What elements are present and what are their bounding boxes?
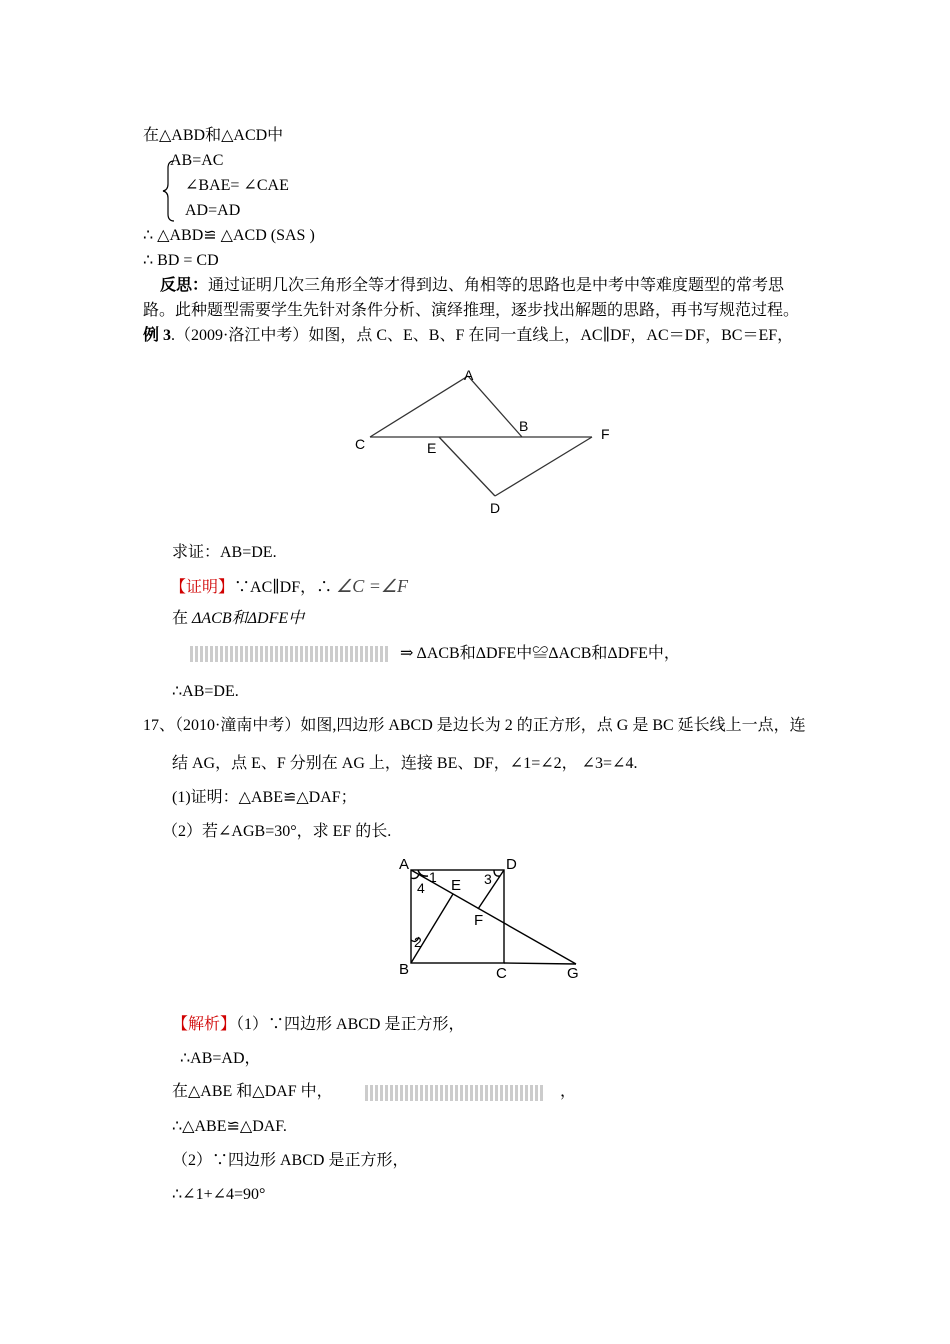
text-line: ∴ BD = CD [143,252,219,269]
text-line: 求证：AB=DE. [172,544,277,561]
reflection-label: 反思： [160,277,209,294]
point-label-a: A [399,856,410,873]
text-line: (1)证明：△ABE≌△DAF； [172,789,357,806]
point-label-e: E [427,440,437,456]
text-line: ∠BAE= ∠CAE [185,177,289,194]
text-line: 结 AG，点 E、F 分别在 AG 上，连接 BE、DF，∠1=∠2， ∠3=∠4. [172,755,638,772]
point-label-a: A [464,367,474,383]
text-line: （2）∵四边形 ABCD 是正方形， [172,1152,409,1169]
text-line: （2）若∠AGB=30°，求 EF 的长. [162,823,392,840]
angle-label-3: 3 [484,871,492,887]
point-label-c: C [355,436,366,452]
text-line: AD=AD [185,202,241,219]
proof-line [172,609,304,629]
figure-1-diagram [340,360,630,520]
text-line: 路。此种题型需要学生先针对条件分析、演绎推理，逐步找出解题的思路，再书写规范过程。 [143,302,800,319]
point-label-d: D [490,500,501,516]
text-line: ∴∠1+∠4=90° [172,1186,266,1203]
text-line: AB=AC [170,152,224,169]
example-3-line [143,326,793,346]
example-label: 例 3 [143,327,172,344]
point-label-b: B [519,418,529,434]
proof-line [170,576,408,598]
angle-label-4: 4 [417,880,425,896]
figure-2-diagram [390,852,590,987]
proof-text: ∵AC∥DF，∴ [234,579,337,596]
math-expression: ΔACB和ΔDFE中 [192,610,305,627]
point-label-d: D [506,856,517,873]
text-line: ∴△ABE≌△DAF. [172,1118,287,1135]
point-label-c: C [496,965,507,982]
point-label-f: F [601,426,610,442]
angle-expression: ∠C =∠F [336,576,409,596]
blurred-formula-image [365,1085,545,1101]
proof-text: 在 [172,610,193,627]
point-label-f: F [474,912,484,929]
text-line: ∴AB=DE. [172,683,239,700]
reflection-text: 通过证明几次三角形全等才得到边、角相等的思路也是中考中等难度题型的常考思 [208,277,785,294]
solution-line [172,1015,464,1035]
blurred-formula-image [190,646,390,662]
angle-label-1: 1 [429,869,437,885]
solution-tag: 【解析】 [172,1016,237,1033]
text-line: ， [560,1083,577,1100]
point-label-g: G [567,965,579,982]
text-line: 在△ABD和△ACD中 [143,127,284,144]
angle-label-2: 2 [414,934,422,950]
text-line: ∴AB=AD， [180,1050,261,1067]
text-line: 在△ABE 和△DAF 中， [172,1083,333,1100]
problem-17-line: 17、（2010·潼南中考）如图,四边形 ABCD 是边长为 2 的正方形，点 G 是 BC 延长线上一点，连 [143,717,806,734]
example-text: .（2009·洛江中考）如图，点 C、E、B、F 在同一直线上，AC∥DF，AC＝DF，BC＝EF， [171,327,794,344]
proof-line: ⇒ ΔACB和ΔDFE中≌ΔACB和ΔDFE中， [400,645,680,662]
point-label-e: E [451,877,462,894]
proof-tag: 【证明】 [170,579,235,596]
point-label-b: B [399,961,410,978]
reflection-line [160,276,784,296]
solution-text: （1）∵四边形 ABCD 是正方形， [236,1016,465,1033]
text-line: ∴ △ABD≌ △ACD (SAS ) [143,227,315,244]
